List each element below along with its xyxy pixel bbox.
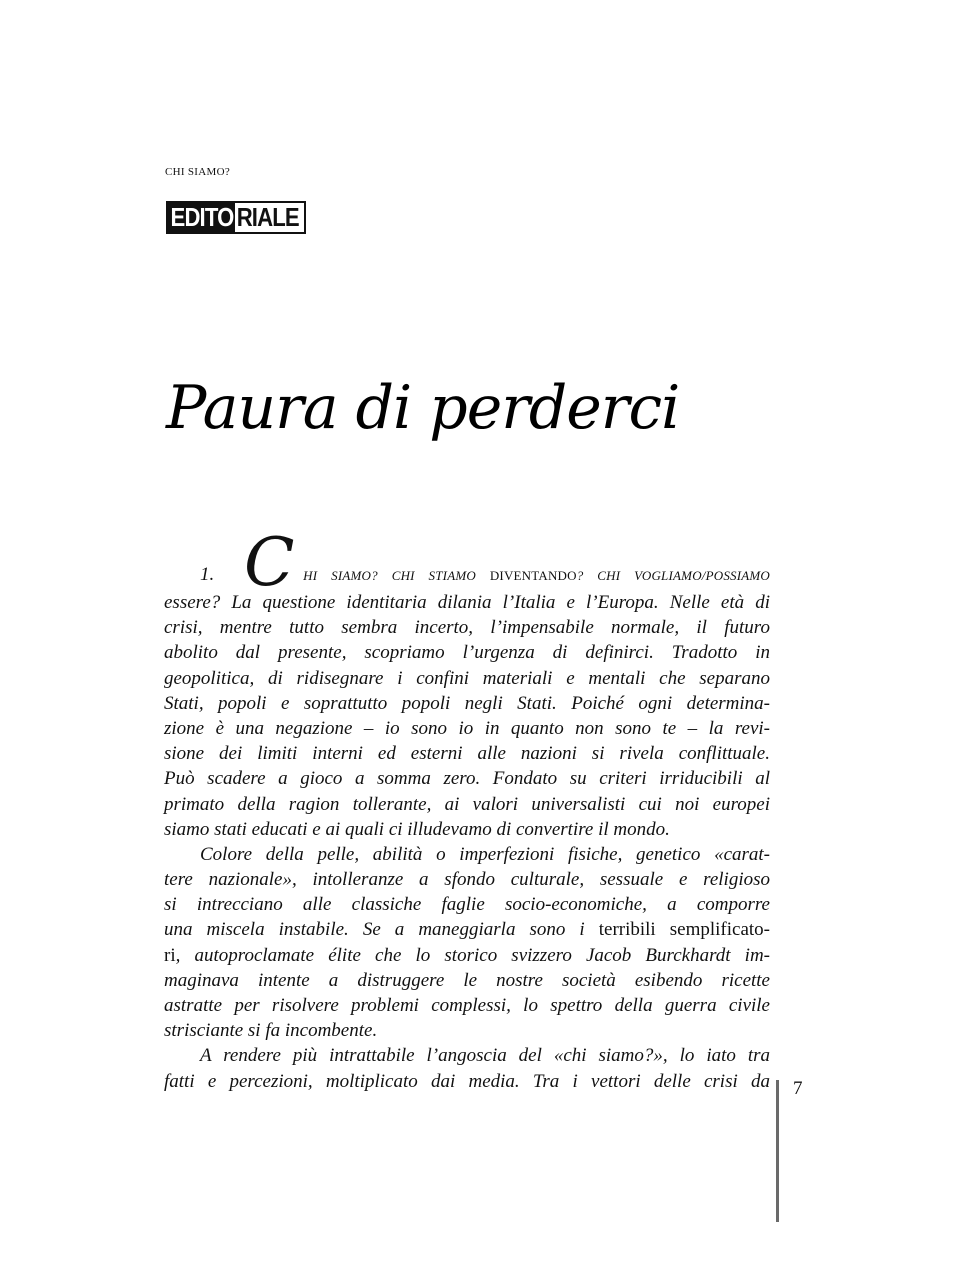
text-span: , autoproclamate élite che lo storico svizzero Jacob Burckhardt im- [175, 944, 770, 966]
paragraph-number: 1. [200, 564, 215, 585]
first-line-part-a: HI SIAMO? CHI STIAMO [303, 568, 490, 583]
text-line: abolito dal presente, scopriamo l’urgenza di definirci. Tradotto in [164, 642, 770, 664]
text-line: siamo stati educati e ai quali ci illudevamo di convertire il mondo. [164, 818, 670, 840]
section-label-dark: EDITO [168, 203, 235, 232]
drop-cap: C [244, 524, 295, 601]
running-head: CHI SIAMO? [165, 166, 231, 178]
text-span: una miscela instabile. Se a maneggiarla sono i [164, 919, 599, 941]
text-line: Colore della pelle, abilità o imperfezioni fisiche, genetico «carat- [200, 843, 770, 865]
page-margin-rule [776, 1080, 779, 1222]
text-line: primato della ragion tollerante, ai valori universalisti cui noi europei [164, 793, 770, 815]
text-line [164, 917, 770, 942]
text-line: Può scadere a gioco a somma zero. Fondato su criteri irriducibili al [164, 768, 770, 790]
text-line: Stati, popoli e soprattutto popoli negli Stati. Poiché ogni determina- [164, 692, 770, 714]
article-title: Paura di perderci [166, 373, 680, 443]
page-number: 7 [793, 1078, 803, 1099]
first-line-part-c: ? CHI VOGLIAMO/POSSIAMO [576, 568, 771, 583]
text-line: A rendere più intrattabile l’angoscia del «chi siamo?», lo iato tra [200, 1045, 770, 1067]
text-line: geopolitica, di ridisegnare i confini materiali e mentali che separano [164, 667, 770, 689]
article-body [164, 524, 771, 1094]
text-line [164, 943, 770, 968]
text-line: essere? La questione identitaria dilania l’Italia e l’Europa. Nelle età di [164, 592, 770, 613]
text-line: si intrecciano alle classiche faglie socio-economiche, a comporre [164, 894, 770, 916]
book-title-span: ri [164, 944, 176, 966]
text-line: astratte per risolvere problemi complessi, lo spettro della guerra civile [164, 995, 770, 1016]
book-title-span: terribili semplificato- [598, 919, 770, 941]
first-line-part-b: DIVENTANDO [489, 568, 577, 583]
text-line: maginava intente a distruggere le nostre società esibendo ricette [164, 969, 770, 991]
text-line: fatti e percezioni, moltiplicato dai media. Tra i vettori delle crisi da [164, 1070, 770, 1092]
section-label-editoriale [166, 201, 306, 234]
text-line: strisciante si fa incombente. [164, 1020, 378, 1042]
text-line: zione è una negazione – io sono io in quanto non sono te – la revi- [164, 717, 770, 739]
text-line: tere nazionale», intolleranze a sfondo culturale, sessuale e religioso [164, 869, 770, 891]
paragraph-1-first-line [164, 524, 771, 601]
text-line: sione dei limiti interni ed esterni alle nazioni si rivela conflittuale. [164, 743, 770, 765]
text-line: crisi, mentre tutto sembra incerto, l’impensabile normale, il futuro [164, 617, 770, 639]
section-label-light: RIALE [235, 203, 302, 232]
